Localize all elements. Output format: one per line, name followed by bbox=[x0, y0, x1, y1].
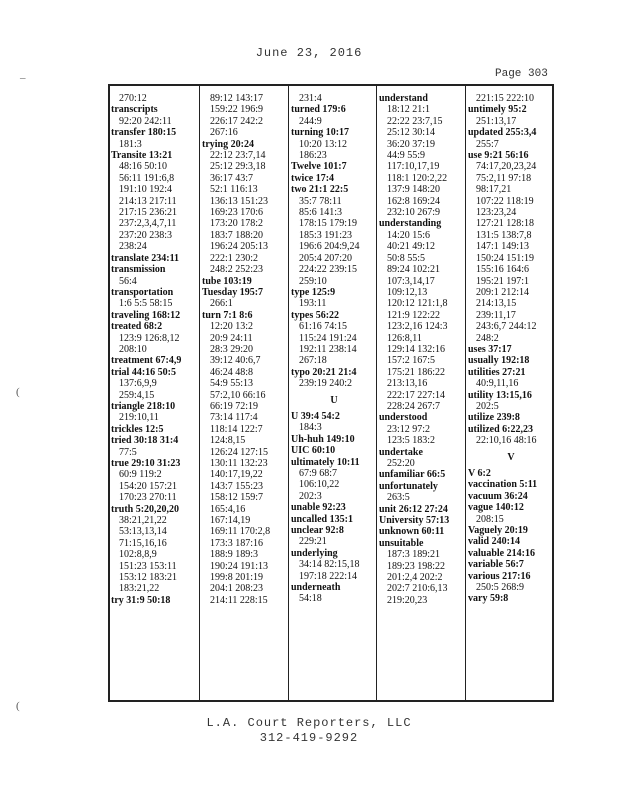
index-reference: 244:9 bbox=[299, 115, 322, 127]
index-term: Transite 13:21 bbox=[111, 150, 173, 162]
index-term: unable 92:23 bbox=[291, 502, 346, 514]
index-reference: 237:20 238:3 bbox=[119, 229, 173, 241]
index-reference: 107:3,14,17 bbox=[387, 275, 435, 287]
index-reference: 151:23 153:11 bbox=[119, 560, 177, 572]
index-reference: 243:6,7 244:12 bbox=[476, 321, 537, 333]
index-reference: 196:24 205:13 bbox=[210, 241, 269, 253]
index-term: various 217:16 bbox=[468, 570, 531, 582]
index-reference: 143:7 155:23 bbox=[210, 480, 264, 492]
index-reference: 255:7 bbox=[476, 138, 499, 150]
index-reference: 204:1 208:23 bbox=[210, 583, 264, 595]
index-reference: 106:10,22 bbox=[299, 479, 340, 491]
index-term: types 56:22 bbox=[291, 309, 340, 321]
index-reference: 267:16 bbox=[210, 127, 238, 139]
page-number: Page 303 bbox=[495, 68, 548, 80]
index-reference: 259:10 bbox=[299, 275, 327, 287]
index-reference: 54:9 55:13 bbox=[210, 378, 254, 390]
index-term: Vaguely 20:19 bbox=[468, 525, 528, 537]
index-reference: 185:3 191:23 bbox=[299, 229, 353, 241]
index-reference: 181:3 bbox=[119, 138, 142, 150]
index-term: V 6:2 bbox=[468, 468, 491, 479]
index-reference: 98:17,21 bbox=[476, 184, 512, 196]
index-reference: 129:14 132:16 bbox=[387, 343, 446, 355]
index-term: understood bbox=[379, 412, 428, 424]
index-reference: 252:20 bbox=[387, 458, 415, 469]
index-reference: 123:9 126:8,12 bbox=[119, 332, 180, 344]
index-reference: 202:5 bbox=[476, 400, 499, 412]
index-reference: 25:12 29:3,18 bbox=[210, 161, 266, 173]
index-reference: 115:24 191:24 bbox=[299, 332, 357, 344]
index-term: treatment 67:4,9 bbox=[111, 355, 182, 367]
index-reference: 178:15 179:19 bbox=[299, 218, 358, 230]
index-reference: 250:5 268:9 bbox=[476, 582, 525, 594]
index-reference: 137:9 148:20 bbox=[387, 184, 441, 196]
index-reference: 102:8,8,9 bbox=[119, 549, 157, 561]
index-reference: 173:3 187:16 bbox=[210, 537, 264, 549]
index-reference: 140:17,19,22 bbox=[210, 469, 263, 481]
column-divider bbox=[199, 84, 200, 702]
index-reference: 123:23,24 bbox=[476, 207, 517, 219]
index-term: ultimately 10:11 bbox=[291, 456, 360, 468]
index-term: underneath bbox=[291, 582, 341, 594]
index-reference: 224:22 239:15 bbox=[299, 264, 358, 276]
index-reference: 238:24 bbox=[119, 241, 147, 253]
index-column-2 bbox=[202, 93, 288, 606]
index-reference: 77:5 bbox=[119, 446, 137, 458]
index-reference: 118:14 122:7 bbox=[210, 423, 263, 435]
index-reference: 199:8 201:19 bbox=[210, 572, 264, 584]
index-term: typo 20:21 21:4 bbox=[291, 366, 357, 378]
index-reference: 159:22 196:9 bbox=[210, 104, 264, 116]
index-reference: 54:18 bbox=[299, 593, 322, 605]
index-reference: 118:1 120:2,22 bbox=[387, 172, 448, 184]
index-reference: 46:24 48:8 bbox=[210, 366, 254, 378]
index-term: understand bbox=[379, 93, 428, 104]
index-term: unknown 60:11 bbox=[379, 526, 445, 538]
index-reference: 75:2,11 97:18 bbox=[476, 172, 532, 184]
index-reference: 187:3 189:21 bbox=[387, 549, 441, 561]
index-term: tube 103:19 bbox=[202, 275, 252, 287]
index-reference: 267:18 bbox=[299, 355, 327, 367]
index-column-4 bbox=[379, 93, 465, 606]
index-reference: 92:20 242:11 bbox=[119, 115, 172, 127]
index-reference: 137:6,9,9 bbox=[119, 378, 157, 390]
page-date: June 23, 2016 bbox=[255, 46, 363, 60]
index-term: valid 240:14 bbox=[468, 536, 520, 548]
index-reference: 214:13 217:11 bbox=[119, 195, 177, 207]
index-reference: 107:22 118:19 bbox=[476, 195, 534, 207]
index-reference: 34:14 82:15,18 bbox=[299, 559, 360, 571]
index-reference: 188:9 189:3 bbox=[210, 549, 259, 561]
index-term: transmission bbox=[111, 264, 166, 276]
index-reference: 205:4 207:20 bbox=[299, 252, 353, 264]
index-reference: 208:15 bbox=[476, 513, 504, 525]
index-term: turn 7:1 8:6 bbox=[202, 309, 253, 321]
index-term: updated 255:3,4 bbox=[468, 127, 537, 139]
index-term: transcripts bbox=[111, 104, 158, 116]
index-term: trial 44:16 50:5 bbox=[111, 366, 176, 378]
index-term: try 31:9 50:18 bbox=[111, 594, 171, 606]
index-reference: 127:21 128:18 bbox=[476, 218, 535, 230]
index-term: utilize 239:8 bbox=[468, 412, 520, 424]
index-reference: 123:2,16 124:3 bbox=[387, 321, 448, 333]
footer-phone: 312-419-9292 bbox=[259, 731, 359, 745]
index-column-5 bbox=[468, 93, 554, 605]
index-reference: 214:11 228:15 bbox=[210, 594, 268, 606]
index-reference: 123:5 183:2 bbox=[387, 435, 436, 447]
index-reference: 266:1 bbox=[210, 298, 233, 310]
index-term: untimely 95:2 bbox=[468, 104, 527, 116]
index-reference: 10:20 13:12 bbox=[299, 138, 348, 150]
index-reference: 130:11 132:23 bbox=[210, 458, 268, 469]
index-reference: 60:9 119:2 bbox=[119, 469, 162, 481]
index-reference: 109:12,13 bbox=[387, 286, 428, 298]
index-term: University 57:13 bbox=[379, 515, 450, 527]
index-reference: 231:4 bbox=[299, 93, 322, 104]
index-reference: 85:6 141:3 bbox=[299, 207, 343, 219]
index-reference: 71:15,16,16 bbox=[119, 537, 167, 549]
index-reference: 214:13,15 bbox=[476, 298, 517, 310]
index-term: unfamiliar 66:5 bbox=[379, 469, 446, 481]
index-term: usually 192:18 bbox=[468, 355, 530, 367]
index-reference: 196:6 204:9,24 bbox=[299, 241, 360, 253]
index-reference: 209:1 212:14 bbox=[476, 286, 530, 298]
index-reference: 167:14,19 bbox=[210, 515, 251, 527]
index-reference: 239:19 240:2 bbox=[299, 378, 353, 390]
index-reference: 191:10 192:4 bbox=[119, 184, 173, 196]
index-reference: 217:15 236:21 bbox=[119, 207, 178, 219]
index-reference: 195:21 197:1 bbox=[476, 275, 530, 287]
index-reference: 52:1 116:13 bbox=[210, 184, 258, 196]
scan-mark: – bbox=[20, 72, 26, 84]
index-reference: 219:20,23 bbox=[387, 594, 428, 606]
index-reference: 170:23 270:11 bbox=[119, 492, 177, 504]
index-reference: 169:11 170:2,8 bbox=[210, 526, 271, 538]
index-term: transportation bbox=[111, 286, 174, 298]
index-term: translate 234:11 bbox=[111, 252, 180, 264]
index-term: truth 5:20,20,20 bbox=[111, 503, 180, 515]
index-reference: 192:11 238:14 bbox=[299, 343, 357, 355]
index-reference: 208:10 bbox=[119, 343, 147, 355]
footer-company: L.A. Court Reporters, LLC bbox=[206, 716, 412, 730]
index-term: utility 13:15,16 bbox=[468, 389, 532, 401]
index-reference: 186:23 bbox=[299, 150, 327, 162]
column-divider bbox=[288, 84, 289, 702]
index-reference: 184:3 bbox=[299, 422, 322, 434]
index-reference: 28:3 29:20 bbox=[210, 343, 254, 355]
index-reference: 193:11 bbox=[299, 298, 327, 310]
index-term: twice 17:4 bbox=[291, 172, 335, 184]
index-reference: 74:17,20,23,24 bbox=[476, 161, 537, 173]
index-term: utilities 27:21 bbox=[468, 366, 526, 378]
index-reference: 222:17 227:14 bbox=[387, 389, 446, 401]
index-reference: 136:13 151:23 bbox=[210, 195, 269, 207]
index-reference: 22:12 23:7,14 bbox=[210, 150, 266, 162]
index-reference: 12:20 13:2 bbox=[210, 321, 254, 333]
index-reference: 201:2,4 202:2 bbox=[387, 572, 443, 584]
index-reference: 20:9 24:11 bbox=[210, 332, 253, 344]
index-reference: 56:4 bbox=[119, 275, 137, 287]
index-term: U 39:4 54:2 bbox=[291, 410, 340, 422]
index-reference: 219:10,11 bbox=[119, 412, 159, 424]
index-reference: 61:16 74:15 bbox=[299, 321, 348, 333]
index-column-3 bbox=[291, 93, 377, 605]
index-term: unit 26:12 27:24 bbox=[379, 503, 448, 515]
index-reference: 36:20 37:19 bbox=[387, 138, 436, 150]
index-term: unclear 92:8 bbox=[291, 525, 344, 537]
index-term: vacuum 36:24 bbox=[468, 490, 528, 502]
index-reference: 189:23 198:22 bbox=[387, 560, 446, 572]
index-reference: 57:2,10 66:16 bbox=[210, 389, 266, 401]
index-reference: 40:9,11,16 bbox=[476, 378, 519, 390]
index-term: underlying bbox=[291, 547, 338, 559]
index-term: unsuitable bbox=[379, 537, 424, 549]
index-reference: 263:5 bbox=[387, 492, 410, 504]
index-reference: 183:7 188:20 bbox=[210, 229, 264, 241]
index-reference: 89:24 102:21 bbox=[387, 264, 441, 276]
index-term: treated 68:2 bbox=[111, 321, 163, 333]
scan-mark: ( bbox=[16, 386, 20, 398]
index-reference: 158:12 159:7 bbox=[210, 492, 264, 504]
scan-mark: ( bbox=[16, 700, 20, 712]
index-reference: 44:9 55:9 bbox=[387, 150, 426, 162]
index-reference: 202:3 bbox=[299, 490, 322, 502]
index-reference: 183:21,22 bbox=[119, 583, 160, 595]
index-reference: 169:23 170:6 bbox=[210, 207, 264, 219]
index-reference: 53:13,13,14 bbox=[119, 526, 167, 538]
index-term: transfer 180:15 bbox=[111, 127, 177, 139]
index-term: type 125:9 bbox=[291, 286, 336, 298]
index-reference: 226:17 242:2 bbox=[210, 115, 264, 127]
index-reference: 35:7 78:11 bbox=[299, 195, 342, 207]
index-reference: 232:10 267:9 bbox=[387, 207, 441, 219]
index-term: Twelve 101:7 bbox=[291, 161, 347, 173]
column-divider bbox=[465, 84, 466, 702]
index-term: triangle 218:10 bbox=[111, 400, 176, 412]
index-term: variable 56:7 bbox=[468, 559, 524, 571]
index-term: tried 30:18 31:4 bbox=[111, 435, 179, 447]
index-reference: 147:1 149:13 bbox=[476, 241, 530, 253]
index-section-letter: V bbox=[507, 451, 515, 463]
index-reference: 25:12 30:14 bbox=[387, 127, 436, 139]
index-reference: 67:9 68:7 bbox=[299, 468, 338, 479]
index-section-letter: U bbox=[330, 394, 338, 406]
index-term: vaccination 5:11 bbox=[468, 479, 538, 491]
index-reference: 40:21 49:12 bbox=[387, 241, 436, 253]
index-reference: 22:22 23:7,15 bbox=[387, 115, 443, 127]
index-reference: 228:24 267:7 bbox=[387, 400, 441, 412]
index-reference: 251:13,17 bbox=[476, 115, 517, 127]
index-reference: 190:24 191:13 bbox=[210, 560, 269, 572]
index-reference: 248:2 bbox=[476, 332, 499, 344]
index-reference: 131:5 138:7,8 bbox=[476, 229, 532, 241]
index-term: vary 59:8 bbox=[468, 593, 509, 605]
index-reference: 237:2,3,4,7,11 bbox=[119, 218, 177, 230]
index-term: Uh-huh 149:10 bbox=[291, 433, 355, 445]
index-reference: 1:6 5:5 58:15 bbox=[119, 298, 173, 310]
index-reference: 173:20 178:2 bbox=[210, 218, 264, 230]
index-reference: 23:12 97:2 bbox=[387, 423, 431, 435]
index-reference: 175:21 186:22 bbox=[387, 366, 446, 378]
index-term: UIC 60:10 bbox=[291, 445, 336, 457]
index-reference: 56:11 191:6,8 bbox=[119, 172, 175, 184]
index-term: understanding bbox=[379, 218, 442, 230]
index-column-1 bbox=[111, 93, 197, 606]
index-reference: 124:8,15 bbox=[210, 435, 246, 447]
index-reference: 248:2 252:23 bbox=[210, 264, 264, 276]
index-reference: 22:10,16 48:16 bbox=[476, 435, 537, 447]
index-reference: 157:2 167:5 bbox=[387, 355, 436, 367]
index-term: use 9:21 56:16 bbox=[468, 150, 529, 162]
index-reference: 239:11,17 bbox=[476, 309, 516, 321]
index-reference: 117:10,17,19 bbox=[387, 161, 440, 173]
index-term: unfortunately bbox=[379, 480, 438, 492]
index-term: Tuesday 195:7 bbox=[202, 286, 264, 298]
index-term: two 21:1 22:5 bbox=[291, 184, 349, 196]
index-term: true 29:10 31:23 bbox=[111, 458, 181, 469]
index-term: uncalled 135:1 bbox=[291, 513, 353, 525]
index-term: uses 37:17 bbox=[468, 343, 512, 355]
index-reference: 229:21 bbox=[299, 536, 327, 548]
index-term: undertake bbox=[379, 446, 423, 458]
index-reference: 39:12 40:6,7 bbox=[210, 355, 261, 367]
index-reference: 18:12 21:1 bbox=[387, 104, 431, 116]
index-reference: 202:7 210:6,13 bbox=[387, 583, 448, 595]
index-reference: 73:14 117:4 bbox=[210, 412, 258, 424]
index-reference: 89:12 143:17 bbox=[210, 93, 264, 104]
index-term: utilized 6:22,23 bbox=[468, 423, 533, 435]
index-term: valuable 214:16 bbox=[468, 547, 535, 559]
index-reference: 153:12 183:21 bbox=[119, 572, 178, 584]
index-reference: 150:24 151:19 bbox=[476, 252, 535, 264]
index-reference: 221:15 222:10 bbox=[476, 93, 535, 104]
index-reference: 14:20 15:6 bbox=[387, 229, 431, 241]
index-reference: 66:19 72:19 bbox=[210, 400, 259, 412]
index-reference: 48:16 50:10 bbox=[119, 161, 168, 173]
index-term: trickles 12:5 bbox=[111, 423, 164, 435]
index-reference: 213:13,16 bbox=[387, 378, 428, 390]
index-reference: 121:9 122:22 bbox=[387, 309, 441, 321]
index-reference: 154:20 157:21 bbox=[119, 480, 178, 492]
index-reference: 50:8 55:5 bbox=[387, 252, 426, 264]
index-term: trying 20:24 bbox=[202, 138, 254, 150]
index-reference: 222:1 230:2 bbox=[210, 252, 259, 264]
index-term: traveling 168:12 bbox=[111, 309, 181, 321]
index-reference: 38:21,21,22 bbox=[119, 515, 167, 527]
index-reference: 155:16 164:6 bbox=[476, 264, 530, 276]
index-term: turned 179:6 bbox=[291, 104, 346, 116]
index-reference: 120:12 121:1,8 bbox=[387, 298, 448, 310]
index-reference: 126:8,11 bbox=[387, 332, 422, 344]
index-reference: 197:18 222:14 bbox=[299, 570, 358, 582]
index-reference: 270:12 bbox=[119, 93, 147, 104]
index-reference: 126:24 127:15 bbox=[210, 446, 269, 458]
index-reference: 36:17 43:7 bbox=[210, 172, 254, 184]
index-reference: 165:4,16 bbox=[210, 503, 246, 515]
index-reference: 162:8 169:24 bbox=[387, 195, 441, 207]
index-reference: 259:4,15 bbox=[119, 389, 155, 401]
index-term: vague 140:12 bbox=[468, 502, 524, 514]
index-term: turning 10:17 bbox=[291, 127, 350, 139]
